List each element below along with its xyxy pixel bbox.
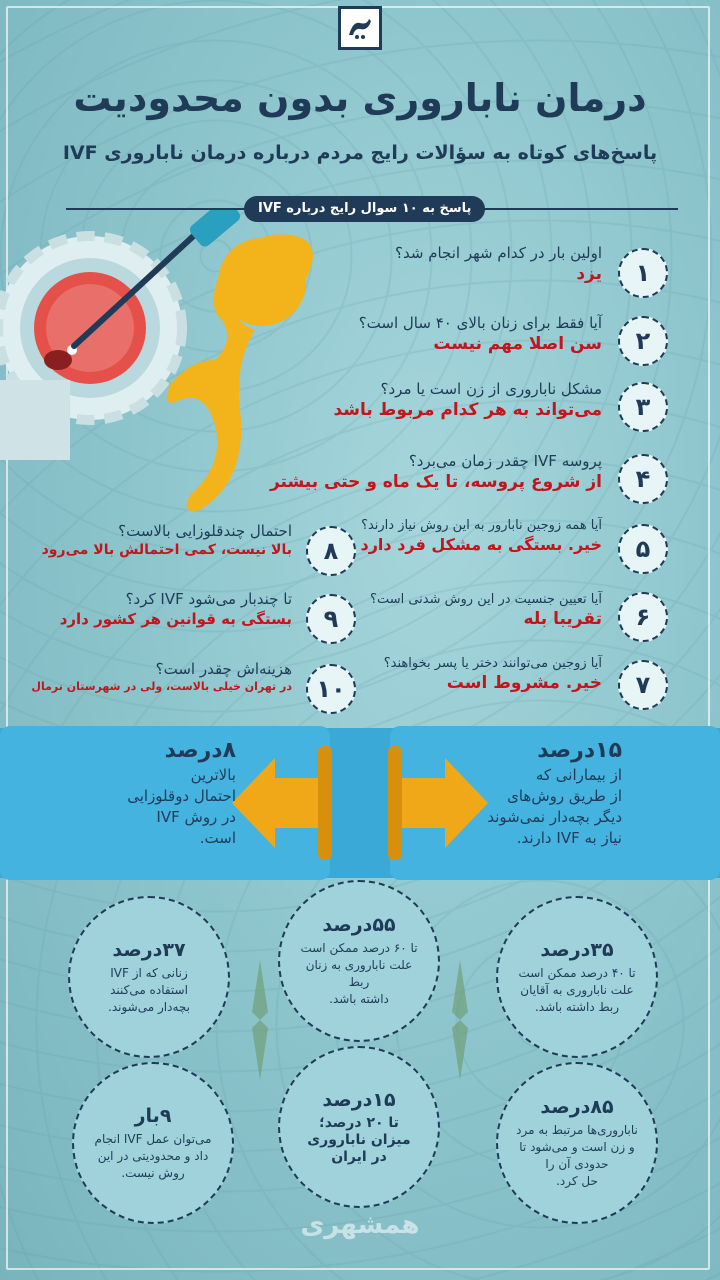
band-stat-right xyxy=(487,738,622,849)
question-answer: خیر. مشروط است xyxy=(446,673,602,693)
question-answer: تقریبا بله xyxy=(523,609,602,629)
question-number-1: ۱ xyxy=(618,248,668,298)
question-item-10 xyxy=(31,660,292,693)
bubble-line: بچه‌دار می‌شوند. xyxy=(108,999,190,1014)
question-text: تا چندبار می‌شود IVF کرد؟ xyxy=(125,590,292,608)
stat-bubble-9 xyxy=(72,1062,234,1224)
question-number-7: ۷ xyxy=(618,660,668,710)
question-text: آیا همه زوجین نابارور به این روش نیاز دارند؟ xyxy=(361,518,602,533)
band-stat-line: در روش IVF xyxy=(156,808,236,826)
bubble-line: حدودی آن را xyxy=(545,1157,609,1171)
question-item-3 xyxy=(333,380,602,420)
bubble-line: میزان ناباروری xyxy=(307,1131,411,1148)
question-item-8 xyxy=(42,522,292,558)
bubble-line: ربط داشته باشد. xyxy=(534,999,620,1014)
question-number-3: ۳ xyxy=(618,382,668,432)
bubble-value: ۱۵درصد xyxy=(322,1088,396,1111)
question-text: مشکل ناباروری از زن است یا مرد؟ xyxy=(380,380,602,398)
bubble-line: علت ناباروری به زنان ربط xyxy=(305,958,413,989)
page-subtitle: پاسخ‌های کوتاه به سؤالات رایج مردم درباره درمان ناباروری IVF xyxy=(62,142,658,164)
bubble-value: ۸۵درصد xyxy=(540,1096,614,1118)
band-stat-line: دیگر بچه‌دار نمی‌شوند xyxy=(487,808,622,826)
bubble-line: استفاده می‌کنند xyxy=(110,982,188,997)
bubble-line: و زن است و می‌شود تا xyxy=(519,1140,635,1154)
question-text: آیا فقط برای زنان بالای ۴۰ سال است؟ xyxy=(358,314,602,332)
question-answer: سن اصلا مهم نیست xyxy=(433,334,602,354)
band-stat-line: نیاز به IVF دارند. xyxy=(516,829,622,847)
question-item-6 xyxy=(370,592,602,629)
question-number-10: ۱۰ xyxy=(306,664,356,714)
question-answer: بستگی به قوانین هر کشور دارد xyxy=(59,610,292,628)
question-number-5: ۵ xyxy=(618,524,668,574)
dish-edge-icon xyxy=(0,380,70,460)
question-number-9: ۹ xyxy=(306,594,356,644)
question-item-1 xyxy=(395,244,602,284)
bubble-value: ۳۷درصد xyxy=(112,938,186,961)
bubble-line: حل کرد. xyxy=(556,1174,598,1188)
bubble-line: زنانی که از IVF xyxy=(110,965,188,980)
bubble-line: تا ۴۰ درصد ممکن است xyxy=(518,965,636,980)
question-item-7 xyxy=(384,656,602,693)
bubble-line: علت ناباروری به آقایان xyxy=(520,982,634,997)
question-item-4 xyxy=(270,452,602,492)
question-text: آیا تعیین جنسیت در این روش شدنی است؟ xyxy=(370,592,602,607)
bubble-line: می‌توان عمل IVF انجام xyxy=(94,1131,212,1146)
question-number-8: ۸ xyxy=(306,526,356,576)
band-stat-line: از بیمارانی که xyxy=(535,766,622,784)
question-number-2: ۲ xyxy=(618,316,668,366)
question-item-9 xyxy=(60,590,292,628)
section-pill: پاسخ به ۱۰ سوال رایج درباره IVF xyxy=(244,196,485,222)
stat-bubble-35 xyxy=(496,896,658,1058)
bubble-line: روش نیست. xyxy=(121,1165,185,1180)
band-stat-value: ۸درصد xyxy=(164,738,236,763)
bubble-line: تا ۲۰ درصد؛ xyxy=(319,1114,399,1131)
question-answer: خیر. بستگی به مشکل فرد دارد xyxy=(360,535,602,554)
question-number-4: ۴ xyxy=(618,454,668,504)
question-answer: بالا نیست، کمی احتمالش بالا می‌رود xyxy=(41,542,292,558)
bubble-line: تا ۶۰ درصد ممکن است xyxy=(300,941,418,955)
stat-bubble-85 xyxy=(496,1062,658,1224)
bubble-value: ۵۵درصد xyxy=(322,914,396,936)
question-text: احتمال چندقلوزایی بالاست؟ xyxy=(118,522,292,540)
stat-bubble-15 xyxy=(278,1046,440,1208)
band-stat-left xyxy=(127,738,236,849)
question-number-6: ۶ xyxy=(618,592,668,642)
band-stat-line: بالاترین xyxy=(190,766,236,784)
band-stat-line: است. xyxy=(199,829,236,847)
question-answer: از شروع پروسه، تا یک ماه و حتی بیشتر xyxy=(269,472,602,492)
band-stat-line: از طریق روش‌های xyxy=(507,787,622,805)
question-answer: می‌تواند به هر کدام مربوط باشد xyxy=(333,400,602,420)
stat-bubble-55 xyxy=(278,880,440,1042)
question-answer: یزد xyxy=(576,264,602,284)
bubble-line: ناباروری‌ها مرتبط به مرد xyxy=(516,1123,638,1137)
page-title: درمان ناباروری بدون محدودیت xyxy=(73,76,647,120)
bubble-line: داشته باشد. xyxy=(329,992,389,1006)
question-item-5 xyxy=(361,518,603,554)
stat-bubble-37 xyxy=(68,896,230,1058)
bubble-line: داد و محدودیتی در این xyxy=(97,1148,209,1163)
bubble-value: ۳۵درصد xyxy=(540,938,614,961)
question-text: اولین بار در کدام شهر انجام شد؟ xyxy=(395,244,602,262)
question-text: پروسه IVF چقدر زمان می‌برد؟ xyxy=(408,452,602,470)
hamshahri-logo-icon xyxy=(338,6,382,50)
band-stat-line: احتمال دوقلوزایی xyxy=(127,787,236,805)
question-item-2 xyxy=(359,314,602,354)
question-answer: در تهران خیلی بالاست، ولی در شهرستان نرمال xyxy=(31,680,292,693)
band-stat-value: ۱۵درصد xyxy=(537,738,622,763)
question-text: هزینه‌اش چقدر است؟ xyxy=(155,660,292,678)
footer-logo: همشهری xyxy=(300,1210,420,1240)
bubble-value: ۹بار xyxy=(134,1104,172,1127)
bubble-line: در ایران xyxy=(331,1148,387,1165)
question-text: آیا زوجین می‌توانند دختر یا پسر بخواهند؟ xyxy=(383,656,602,671)
